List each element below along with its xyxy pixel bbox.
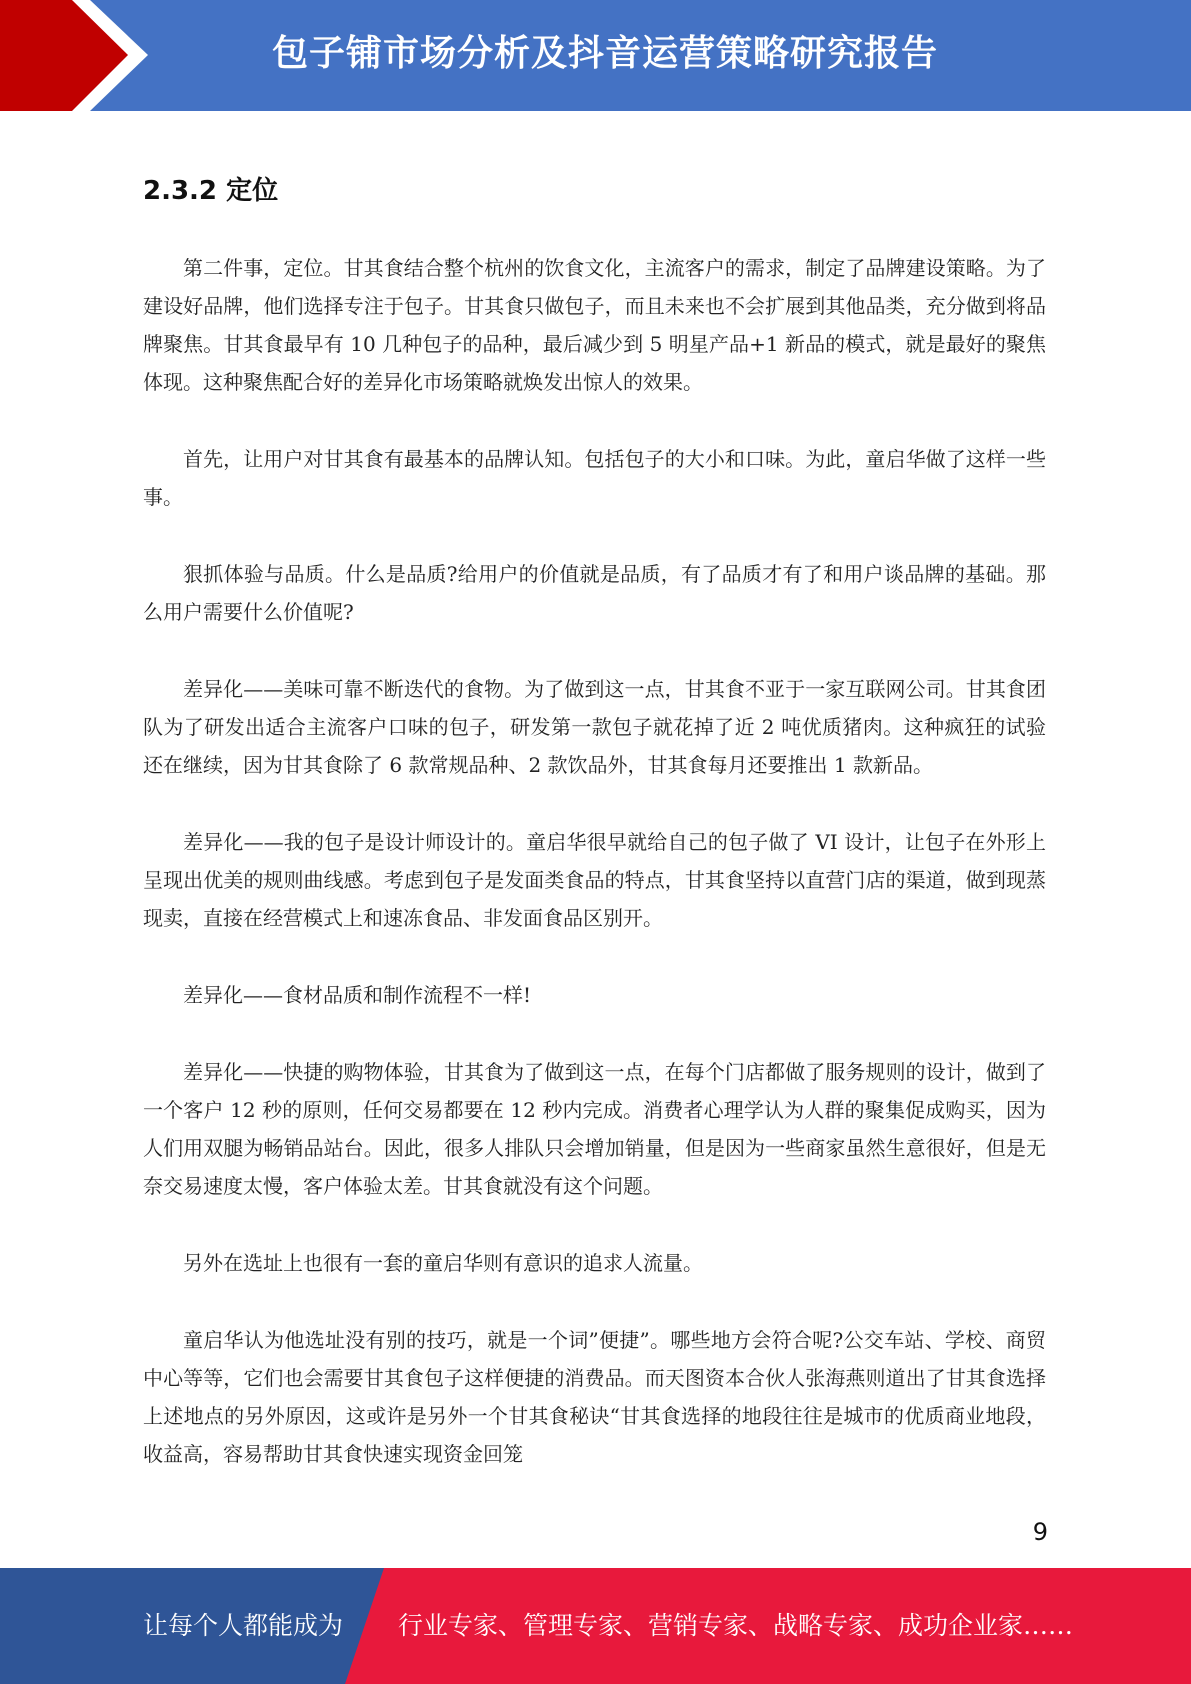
paragraph: 童启华认为他选址没有别的技巧，就是一个词”便捷”。哪些地方会符合呢?公交车站、学校、商贸中心等等，它们也会需要甘其食包子这样便捷的消费品。而天图资本合伙人张海燕则道出了甘其食选择上述地点的另外原因，这或许是另外一个甘其食秘诀“甘其食选择的地段往往是城市的优质商业地段，收益高，容易帮助甘其食快速实现资金回笼 — [143, 1328, 1046, 1466]
paragraph: 差异化——我的包子是设计师设计的。童启华很早就给自己的包子做了 VI 设计，让包子在外形上呈现出优美的规则曲线感。考虑到包子是发面类食品的特点，甘其食坚持以直营门店的渠道，做到现蒸现卖，直接在经营模式上和速冻食品、非发面食品区别开。 — [143, 830, 1046, 930]
paragraph: 另外在选址上也很有一套的童启华则有意识的追求人流量。 — [183, 1251, 703, 1275]
paragraph: 第二件事，定位。甘其食结合整个杭州的饮食文化，主流客户的需求，制定了品牌建设策略。为了建设好品牌，他们选择专注于包子。甘其食只做包子，而且未来也不会扩展到其他品类，充分做到将品牌聚焦。甘其食最早有 10 几种包子的品种，最后减少到 5 明星产品+1 新品的模式，就是最好的聚焦体现。这种聚焦配合好的差异化市场策略就焕发出惊人的效果。 — [143, 256, 1046, 394]
footer-slogan-right: 行业专家、管理专家、营销专家、战略专家、成功企业家…… — [398, 1611, 1074, 1640]
paragraph: 差异化——快捷的购物体验，甘其食为了做到这一点，在每个门店都做了服务规则的设计，做到了一个客户 12 秒的原则，任何交易都要在 12 秒内完成。消费者心理学认为人群的聚集促成购买，因为人们用双腿为畅销品站台。因此，很多人排队只会增加销量，但是因为一些商家虽然生意很好，但是无奈交易速度太慢，客户体验太差。甘其食就没有这个问题。 — [143, 1060, 1046, 1198]
paragraph: 狠抓体验与品质。什么是品质?给用户的价值就是品质，有了品质才有了和用户谈品牌的基础。那么用户需要什么价值呢? — [143, 562, 1046, 624]
footer-slogan-left: 让每个人都能成为 — [143, 1611, 344, 1640]
document-body — [143, 249, 1046, 1512]
paragraph: 首先，让用户对甘其食有最基本的品牌认知。包括包子的大小和口味。为此，童启华做了这样一些事。 — [143, 447, 1046, 509]
paragraph: 差异化——美味可靠不断迭代的食物。为了做到这一点，甘其食不亚于一家互联网公司。甘其食团队为了研发出适合主流客户口味的包子，研发第一款包子就花掉了近 2 吨优质猪肉。这种疯狂的试验还在继续，因为甘其食除了 6 款常规品种、2 款饮品外，甘其食每月还要推出 1 款新品。 — [143, 677, 1046, 777]
page-number: 9 — [1032, 1518, 1048, 1546]
paragraph: 差异化——食材品质和制作流程不一样! — [183, 983, 532, 1007]
header-banner — [0, 0, 1191, 111]
document-title: 包子铺市场分析及抖音运营策略研究报告 — [271, 33, 938, 74]
section-heading: 2.3.2 定位 — [143, 176, 279, 206]
footer-banner — [0, 1568, 1191, 1684]
